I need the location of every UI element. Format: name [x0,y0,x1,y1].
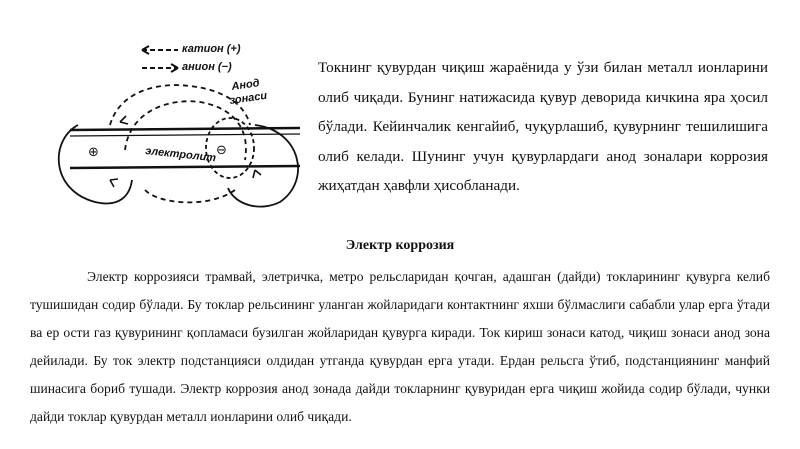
plus-sign: ⊕ [88,145,99,160]
intro-paragraph: Токнинг қувурдан чиқиш жараёнида у ўзи билан металл ионларини олиб чиқади. Бунинг натижасида қувур деворида кичкина яра ҳосил бўлади. Кейинчалик кенгайиб, чуқурлашиб, қувурнинг тешилишига олиб келади. Шунинг учун қувурлардаги анод зоналари коррозия жиҳатдан ҳавфли ҳисобланади. [318,59,768,194]
section-heading: Электр коррозия [345,238,455,253]
cation-arrow [142,46,178,54]
anode-zone-label-2: зонаси [228,89,268,107]
electrolyte-label: электролит [144,145,217,165]
minus-sign: ⊖ [216,143,227,158]
cation-label: катион (+) [182,43,241,55]
anode-zone-label-1: Анод [230,77,261,93]
pipe [70,128,300,168]
anion-label: анион (−) [182,61,232,73]
body-paragraph: Электр коррозияси трамвай, элетричка, метро рельсларидан қочган, адашган (дайди) токларининг қувурга келиб тушишидан содир бўлади. Бу токлар рельсининг уланган жойларидаги контактнинг яхши бўлмаслиги сабабли улар ерга ўтади ва ер ости газ қувурининг қопламаси бузилган жойларидан қувурга киради. Ток кириш зонаси катод, чиқиш зонаси анод зона дейилади. Бу ток электр подстанцияси олдидан утганда қувурдан ерга утади. Ердан рельсга ўтиб, подстанциянинг манфий шинасига бориб тушади. Электр коррозия анод зонада дайди токларнинг қувуридан ерга чиқиш жойида содир бўлади, чунки дайди токлар қувурдан металл ионларини олиб чиқади. [30,269,770,424]
anion-arrow [142,64,178,72]
corrosion-diagram [50,30,312,220]
